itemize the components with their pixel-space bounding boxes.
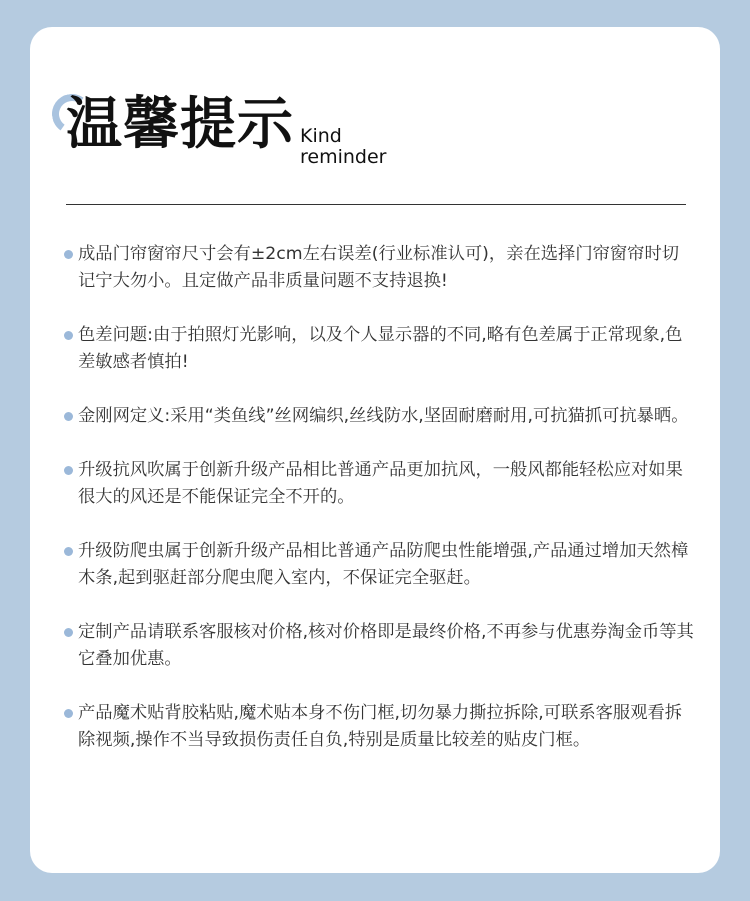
bullet-dot-icon xyxy=(64,709,73,718)
tip-text: 升级防爬虫属于创新升级产品相比普通产品防爬虫性能增强,产品通过增加天然樟木条,起到驱赶部分爬虫爬入室内，不保证完全驱赶。 xyxy=(78,541,689,588)
subtitle-line-1: Kind xyxy=(300,125,342,147)
tip-item-wind xyxy=(64,457,694,511)
bullet-dot-icon xyxy=(64,250,73,259)
bullet-dot-icon xyxy=(64,628,73,637)
tip-item-mesh xyxy=(64,403,694,430)
tip-text: 升级抗风吹属于创新升级产品相比普通产品更加抗风，一般风都能轻松应对如果很大的风还是不能保证完全不开的。 xyxy=(78,460,683,507)
reminder-card xyxy=(30,27,720,873)
bullet-dot-icon xyxy=(64,412,73,421)
tip-item-price xyxy=(64,619,694,673)
tip-item-size xyxy=(64,241,694,295)
bullet-dot-icon xyxy=(64,331,73,340)
tips-list xyxy=(64,241,694,781)
tip-item-velcro xyxy=(64,700,694,754)
header-divider xyxy=(66,204,686,205)
tip-item-color xyxy=(64,322,694,376)
tip-text: 色差问题:由于拍照灯光影响，以及个人显示器的不同,略有色差属于正常现象,色差敏感者慎拍! xyxy=(78,325,683,372)
bullet-dot-icon xyxy=(64,466,73,475)
card-header xyxy=(30,27,720,207)
page-subtitle xyxy=(300,126,386,168)
page-title: 温馨提示 xyxy=(66,92,294,157)
tip-item-insect xyxy=(64,538,694,592)
subtitle-line-2: reminder xyxy=(300,146,387,168)
tip-text: 定制产品请联系客服核对价格,核对价格即是最终价格,不再参与优惠券淘金币等其它叠加优惠。 xyxy=(78,622,694,669)
tip-text: 产品魔术贴背胶粘贴,魔术贴本身不伤门框,切勿暴力撕拉拆除,可联系客服观看拆除视频,操作不当导致损伤责任自负,特别是质量比较差的贴皮门框。 xyxy=(78,703,683,750)
bullet-dot-icon xyxy=(64,547,73,556)
tip-text: 成品门帘窗帘尺寸会有±2cm左右误差(行业标准认可)，亲在选择门帘窗帘时切记宁大勿小。且定做产品非质量问题不支持退换! xyxy=(78,244,680,291)
tip-text: 金刚网定义:采用“类鱼线”丝网编织,丝线防水,坚固耐磨耐用,可抗猫抓可抗暴晒。 xyxy=(78,406,689,426)
